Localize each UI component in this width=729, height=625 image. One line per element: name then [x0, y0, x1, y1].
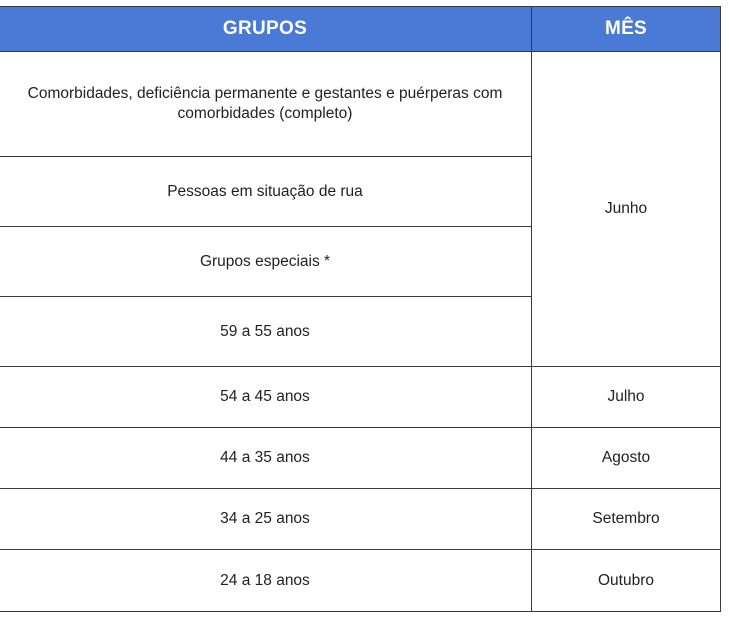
group-cell: Pessoas em situação de rua [0, 157, 532, 227]
group-cell: 44 a 35 anos [0, 428, 532, 489]
group-cell: 54 a 45 anos [0, 367, 532, 428]
table-row [0, 367, 721, 428]
group-cell: 59 a 55 anos [0, 297, 532, 367]
month-cell-merged: Junho [532, 52, 721, 367]
month-cell: Agosto [532, 428, 721, 489]
group-cell: 34 a 25 anos [0, 489, 532, 550]
table-row [0, 550, 721, 612]
header-month: MÊS [532, 7, 721, 52]
table-row [0, 489, 721, 550]
header-groups: GRUPOS [0, 7, 532, 52]
month-cell: Julho [532, 367, 721, 428]
month-cell: Outubro [532, 550, 721, 612]
table-row [0, 52, 721, 157]
table-row [0, 428, 721, 489]
group-cell [0, 52, 532, 157]
group-label: Comorbidades, deficiência permanente e gestantes e puérperas com comorbidades (completo) [27, 85, 503, 122]
group-cell: Grupos especiais * [0, 227, 532, 297]
month-cell: Setembro [532, 489, 721, 550]
table-header-row [0, 7, 721, 52]
vaccination-schedule-table [0, 6, 721, 612]
group-cell: 24 a 18 anos [0, 550, 532, 612]
